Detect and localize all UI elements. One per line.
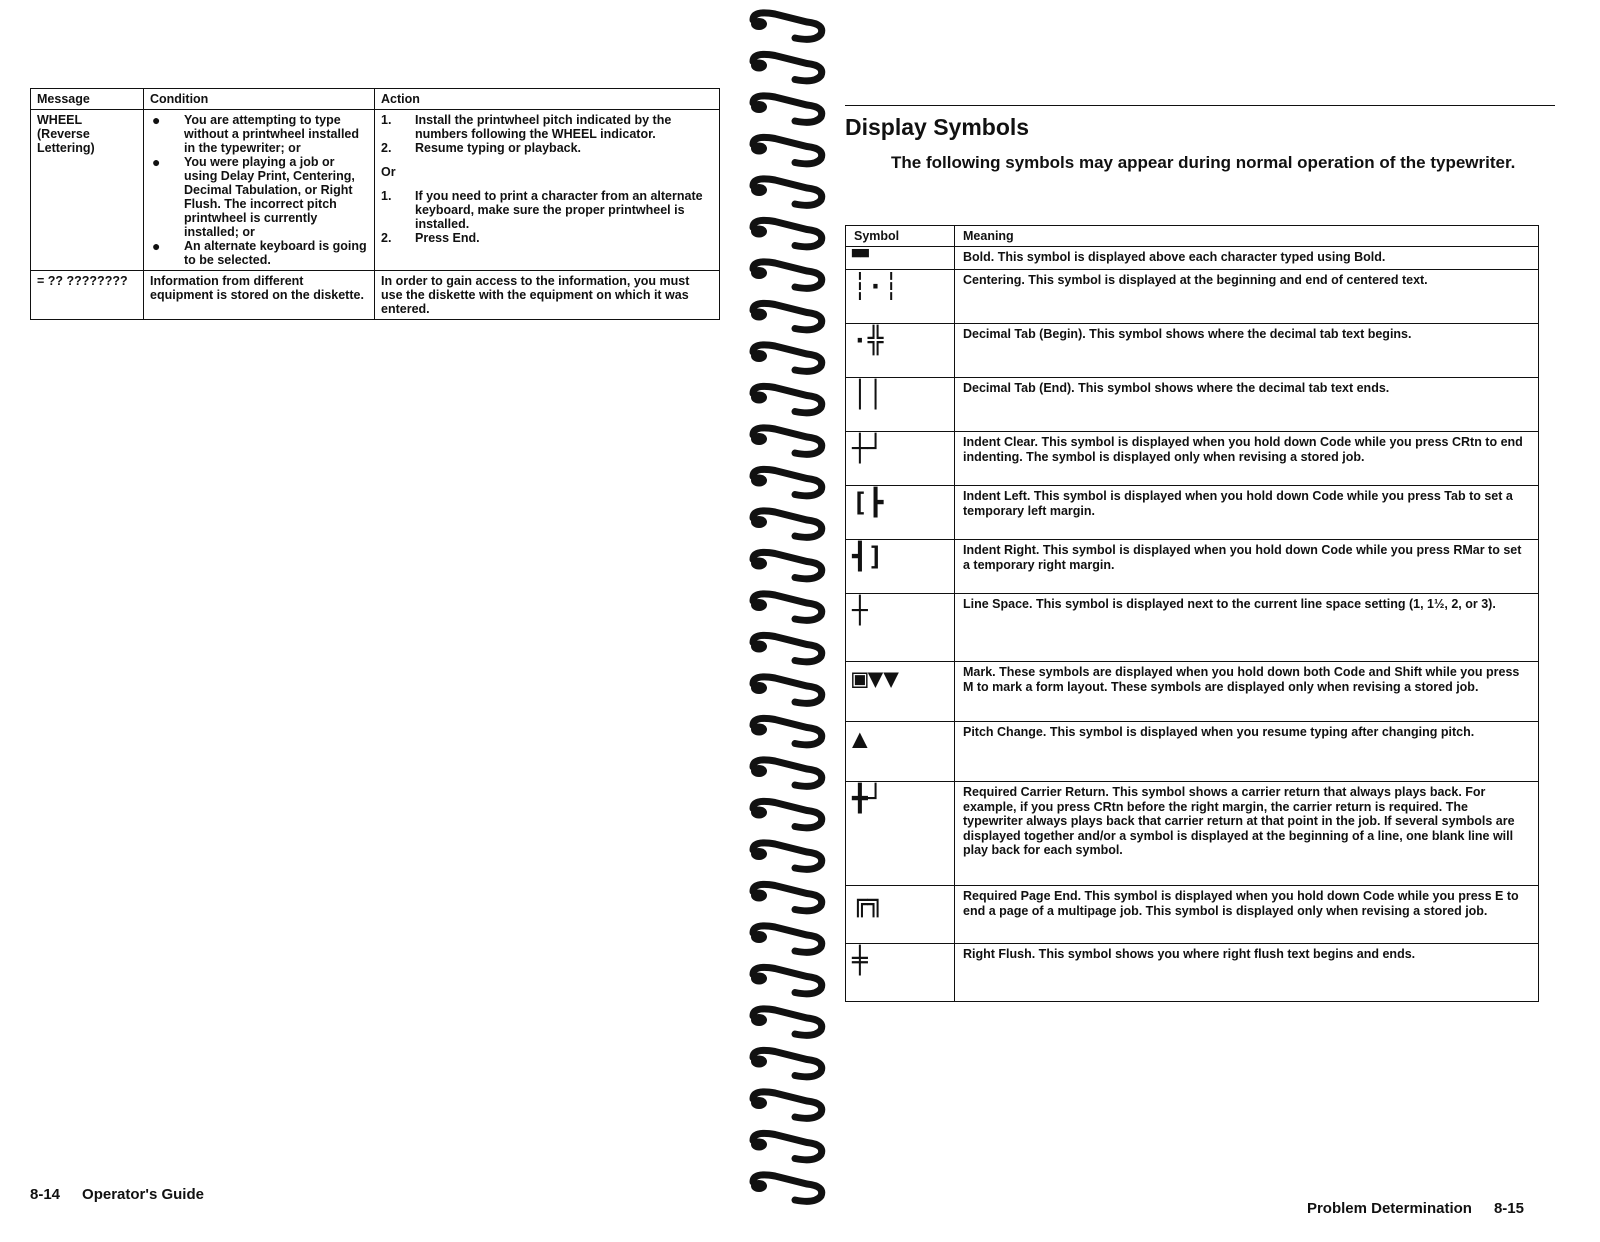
section-rule [845,105,1555,106]
display-symbol-icon: ╋┘ [852,784,884,815]
coil-icon [751,677,822,703]
table-row [846,722,1539,782]
coil-icon [751,220,822,246]
table-row [846,662,1539,722]
table-row [846,247,1539,270]
meaning-cell: Line Space. This symbol is displayed next to the current line space setting (1, 1½, 2, or 3). [955,594,1539,662]
table-row [846,270,1539,324]
table-row [846,944,1539,1002]
symbol-cell [846,782,955,886]
coil-icon [751,967,822,993]
table-row [846,782,1539,886]
footer-title: Operator's Guide [82,1186,204,1203]
footer-left [30,1186,204,1203]
meaning-cell: Required Carrier Return. This symbol shows a carrier return that always plays back. For example, if you press CRtn before the right margin, the carrier return is required. The typewriter always plays back that carrier return at that point in the job. If several symbols are displayed together and/or a symbol is displayed at the beginning of a line, one blank line will play back for each symbol. [955,782,1539,886]
bullet-icon: ● [152,238,161,254]
section-title: Display Symbols [845,114,1030,140]
table-header-row [31,89,720,110]
spiral-binding [745,0,845,1237]
coil-icon [751,718,822,744]
coil-icon [751,1009,822,1035]
symbol-cell [846,944,955,1002]
symbol-table [845,225,1539,1002]
table-row [31,110,720,271]
action-item: 1. Install the printwheel pitch indicated by the numbers following the WHEEL indicator. [381,113,672,141]
display-symbol-icon: ·╬ [852,326,884,357]
meaning-cell: Indent Clear. This symbol is displayed when you hold down Code while you press CRtn to end indenting. The symbol is displayed only when revising a stored job. [955,432,1539,486]
coil-icon [751,511,822,537]
coil-icon [751,386,822,412]
coil-icon [751,179,822,205]
footer-right [1307,1200,1524,1217]
coil-icon [751,96,822,122]
header-message: Message [31,89,144,110]
table-row [846,594,1539,662]
table-row [846,540,1539,594]
action-item: 2. Resume typing or playback. [381,141,582,155]
coil-icon [751,1092,822,1118]
display-symbol-icon: ▲ [852,724,868,755]
table-row [846,432,1539,486]
table-row [846,324,1539,378]
coil-icon [751,843,822,869]
display-symbol-icon: ┆·┆ [852,272,899,303]
coil-icon [751,926,822,952]
coil-icon [751,801,822,827]
coil-icon [751,1133,822,1159]
display-symbol-icon: ┼ [852,596,868,627]
symbol-cell [846,662,955,722]
action-item: 2. Press End. [381,231,480,245]
coil-icon [751,552,822,578]
condition-cell: Information from different equipment is stored on the diskette. [144,271,375,320]
footer-title: Problem Determination [1306,1200,1472,1217]
coil-icon [751,303,822,329]
meaning-cell: Indent Right. This symbol is displayed when you hold down Code while you press RMar to set a temporary right margin. [955,540,1539,594]
header-symbol: Symbol [846,226,955,247]
meaning-cell: Decimal Tab (End). This symbol shows where the decimal tab text ends. [955,378,1539,432]
coil-icon [751,54,822,80]
table-row [846,486,1539,540]
coil-icon [751,469,822,495]
symbol-cell [846,886,955,944]
condition-cell [144,110,375,271]
coil-icon [751,345,822,371]
symbol-cell [846,324,955,378]
condition-item: ● You were playing a job or using Delay Print, Centering, Decimal Tabulation, or Right Flush. The incorrect pitch printwheel is currently installed; or [152,154,355,239]
symbol-cell [846,270,955,324]
meaning-cell: Indent Left. This symbol is displayed when you hold down Code while you press Tab to set a temporary left margin. [955,486,1539,540]
symbol-cell [846,594,955,662]
table-row [846,378,1539,432]
symbol-cell [846,432,955,486]
display-symbol-icon: ┫] [852,542,884,573]
symbol-cell [846,722,955,782]
meaning-cell: Centering. This symbol is displayed at the beginning and end of centered text. [955,270,1539,324]
page-number: 8-15 [1493,1200,1524,1217]
meaning-cell: Bold. This symbol is displayed above each character typed using Bold. [955,247,1539,270]
coil-icon [751,635,822,661]
display-symbol-icon: ▣▼▼ [852,664,899,695]
bullet-icon: ● [152,154,161,170]
coil-icon [751,13,822,39]
symbol-cell [846,486,955,540]
display-symbol-icon: ▀▀ [852,250,869,267]
coil-icon [751,760,822,786]
spiral-coils [745,0,845,1237]
action-cell: In order to gain access to the information, you must use the diskette with the equipment on which it was entered. [375,271,720,320]
message-table [30,88,720,320]
coil-icon [751,1050,822,1076]
message-cell: = ?? ???????? [31,271,144,320]
display-symbol-icon: ││ [852,380,884,411]
right-page [845,0,1600,1237]
condition-item: ● You are attempting to type without a printwheel installed in the typewriter; or [152,112,360,155]
intro-text: The following symbols may appear during normal operation of the typewriter. [891,153,1516,172]
table-row [846,886,1539,944]
coil-icon [751,428,822,454]
meaning-cell: Pitch Change. This symbol is displayed when you resume typing after changing pitch. [955,722,1539,782]
meaning-cell: Decimal Tab (Begin). This symbol shows where the decimal tab text begins. [955,324,1539,378]
coil-icon [751,884,822,910]
meaning-cell: Mark. These symbols are displayed when you hold down both Code and Shift while you press M to mark a form layout. These symbols are displayed only when revising a stored job. [955,662,1539,722]
coil-icon [751,262,822,288]
bullet-icon: ● [152,112,161,128]
table-row [31,271,720,320]
page-number: 8-14 [30,1186,61,1203]
or-label: Or [381,165,396,179]
header-meaning: Meaning [955,226,1539,247]
symbol-cell [846,247,955,270]
meaning-cell: Required Page End. This symbol is displayed when you hold down Code while you press E to end a page of a multipage job. This symbol is displayed only when revising a stored job. [955,886,1539,944]
coil-icon [751,137,822,163]
header-action: Action [375,89,720,110]
action-cell [375,110,720,271]
meaning-cell: Right Flush. This symbol shows you where right flush text begins and ends. [955,944,1539,1002]
symbol-cell [846,378,955,432]
table-header-row [846,226,1539,247]
header-condition: Condition [144,89,375,110]
message-cell: WHEEL (Reverse Lettering) [31,110,144,271]
action-item: 1. If you need to print a character from an alternate keyboard, make sure the proper printwheel is installed. [381,189,703,231]
display-symbol-icon: ┼┘ [852,434,884,465]
left-page [0,0,740,1237]
display-symbol-icon: ╔╗ [852,888,884,919]
condition-item: ● An alternate keyboard is going to be selected. [152,238,367,267]
coil-icon [751,594,822,620]
symbol-cell [846,540,955,594]
display-symbol-icon: [┣ [852,488,884,519]
display-symbol-icon: ╪ [852,946,868,977]
coil-icon [751,1175,822,1201]
